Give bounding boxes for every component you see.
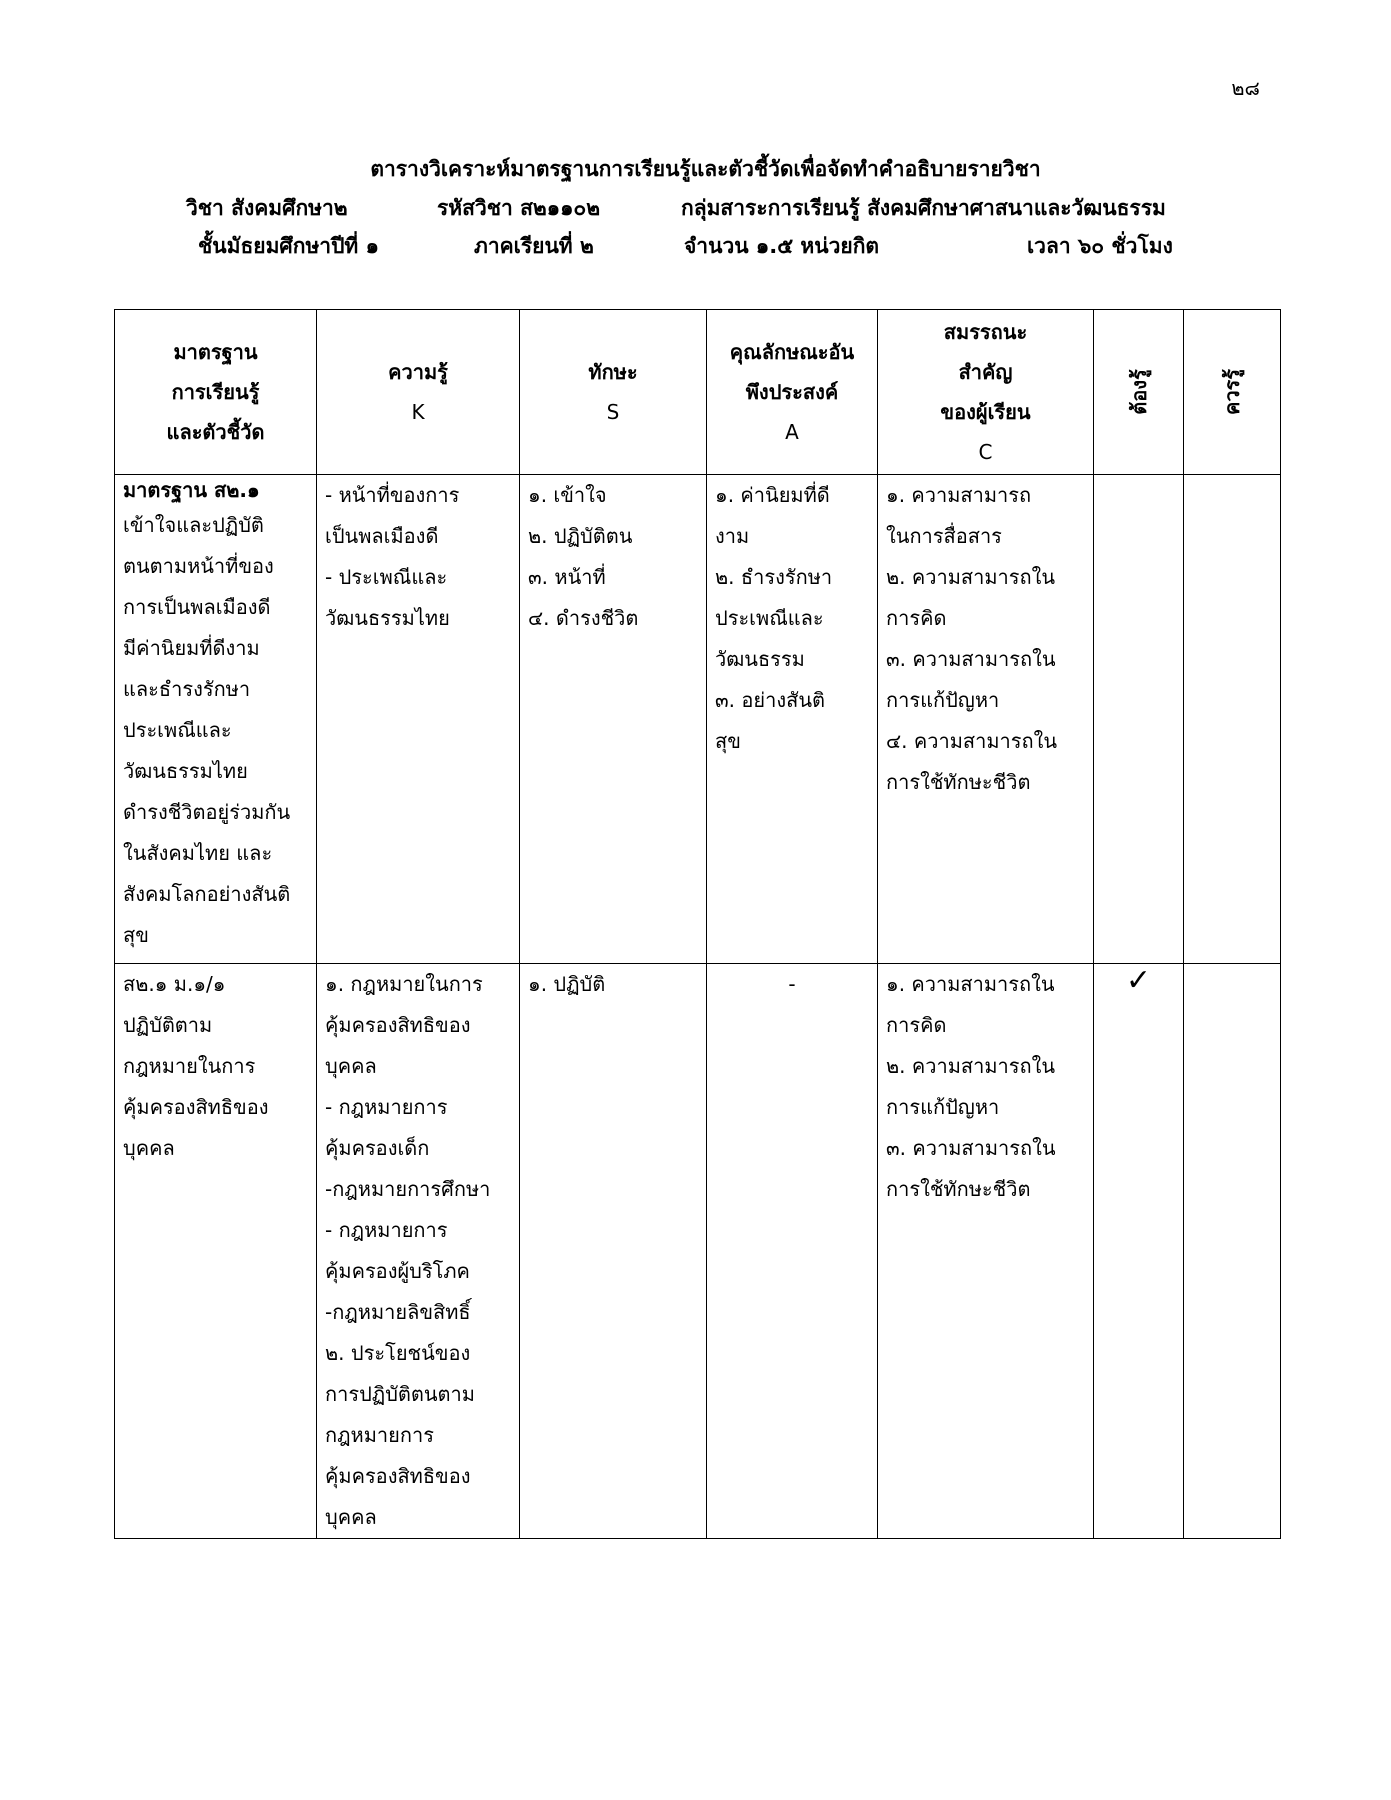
cell-line: ในการสื่อสาร [886,524,1002,548]
cell-line: -กฎหมายลิขสิทธิ์ [325,1300,471,1324]
document-title: ตารางวิเคราะห์มาตรฐานการเรียนรู้และตัวชี้วัดเพื่อจัดทำคำอธิบายรายวิชา [370,157,1041,181]
cell-line: บุคคล [325,1505,377,1529]
cell-line: - ประเพณีและ [325,565,448,589]
standards-analysis-table [114,309,1281,1539]
skill-cell [520,964,707,1539]
cell-line: เข้าใจและปฏิบัติ [123,513,264,537]
cell-line: ๔. ดำรงชีวิต [528,606,639,630]
cell-line: วัฒนธรรมไทย [123,759,248,783]
cell-line: วัฒนธรรม [715,647,805,671]
standard-title: มาตรฐาน ส๒.๑ [123,478,260,502]
cell-line: ๒. ธำรงรักษา [715,565,833,589]
table-row [115,964,1281,1539]
cell-line: ๑. กฎหมายในการ [325,972,483,996]
cell-line: การใช้ทักษะชีวิต [886,770,1031,794]
competency-cell [878,475,1094,964]
table-header-row [115,310,1281,475]
cell-line: คุ้มครองผู้บริโภค [325,1259,470,1283]
cell-line: ๒. ความสามารถใน [886,1054,1056,1078]
cell-line: ๓. หน้าที่ [528,565,606,589]
must-know-cell [1094,475,1184,964]
must-know-cell [1094,964,1184,1539]
attribute-cell [707,475,878,964]
cell-line: ๓. ความสามารถใน [886,647,1056,671]
subject-code: รหัสวิชา ส๒๑๑๐๒ [437,196,601,220]
cell-line: ในสังคมไทย และ [123,841,273,865]
cell-line: ประเพณีและ [715,606,824,630]
table-row [115,475,1281,964]
cell-line: การแก้ปัญหา [886,1095,1000,1119]
semester: ภาคเรียนที่ ๒ [474,234,594,258]
skill-text [528,475,698,639]
header-attribute: คุณลักษณะอัน พึงประสงค์ A [707,310,878,475]
cell-line: กฎหมายการ [325,1423,434,1447]
cell-line: ๑. เข้าใจ [528,483,607,507]
competency-text [886,475,1085,803]
page-number: ๒๘ [1231,76,1260,100]
hours: เวลา ๖๐ ชั่วโมง [1027,234,1173,258]
cell-line: ๓. อย่างสันติ [715,688,825,712]
knowledge-cell [317,964,520,1539]
cell-line: ๑. ความสามารถ [886,483,1032,507]
cell-line: สุข [715,729,741,753]
header-competency: สมรรถนะ สำคัญ ของผู้เรียน C [878,310,1094,475]
cell-line: ๒. ความสามารถใน [886,565,1056,589]
cell-line: คุ้มครองสิทธิของ [123,1095,269,1119]
cell-line: และธำรงรักษา [123,677,251,701]
cell-line: งาม [715,524,750,548]
cell-line: ๓. ความสามารถใน [886,1136,1056,1160]
document-header [0,150,1391,264]
header-standard: มาตรฐาน การเรียนรู้ และตัวชี้วัด [115,310,317,475]
checkmark-icon: ✓ [1125,963,1152,998]
cell-line: สุข [123,923,149,947]
cell-line: บุคคล [123,1136,175,1160]
cell-line: บุคคล [325,1054,377,1078]
cell-line: มีค่านิยมที่ดีงาม [123,636,260,660]
grade-level: ชั้นมัธยมศึกษาปีที่ ๑ [198,234,379,258]
cell-line: เป็นพลเมืองดี [325,524,439,548]
subject-info-line [0,188,1391,226]
cell-line: การใช้ทักษะชีวิต [886,1177,1031,1201]
cell-line: -กฎหมายการศึกษา [325,1177,491,1201]
should-know-cell [1184,475,1281,964]
cell-line: คุ้มครองเด็ก [325,1136,430,1160]
cell-line: ตนตามหน้าที่ของ [123,554,274,578]
attribute-cell [707,964,878,1539]
cell-line: ดำรงชีวิตอยู่ร่วมกัน [123,800,291,824]
cell-line: การคิด [886,606,947,630]
knowledge-cell [317,475,520,964]
header-skill: ทักษะ S [520,310,707,475]
cell-line: กฎหมายในการ [123,1054,256,1078]
cell-line: สังคมโลกอย่างสันติ [123,882,291,906]
knowledge-text [325,475,511,639]
cell-line: ๒. ปฏิบัติตน [528,524,633,548]
standard-cell [115,964,317,1539]
subject-name: วิชา สังคมศึกษา๒ [186,196,348,220]
cell-line: ๔. ความสามารถใน [886,729,1058,753]
cell-line: คุ้มครองสิทธิของ [325,1013,471,1037]
cell-line: การคิด [886,1013,947,1037]
cell-line: ๑. ค่านิยมที่ดี [715,483,830,507]
cell-line: - กฎหมายการ [325,1218,448,1242]
skill-text [528,964,698,1005]
credits: จำนวน ๑.๕ หน่วยกิต [684,234,880,258]
standard-text [123,964,308,1169]
attribute-text [715,475,869,762]
course-info-line [0,226,1391,264]
cell-line: การปฏิบัติตนตาม [325,1382,475,1406]
competency-text [886,964,1085,1210]
cell-line: ส๒.๑ ม.๑/๑ [123,972,226,996]
header-knowledge: ความรู้ K [317,310,520,475]
knowledge-text [325,964,511,1538]
cell-line: ๒. ประโยชน์ของ [325,1341,471,1365]
skill-cell [520,475,707,964]
competency-cell [878,964,1094,1539]
cell-line: ปฏิบัติตาม [123,1013,213,1037]
cell-line: ประเพณีและ [123,718,232,742]
header-must-know: ต้องรู้ [1094,310,1184,475]
cell-line: การเป็นพลเมืองดี [123,595,271,619]
cell-line: การแก้ปัญหา [886,688,1000,712]
standard-cell [115,475,317,964]
cell-line: ๑. ปฏิบัติ [528,972,606,996]
should-know-cell [1184,964,1281,1539]
learning-area: กลุ่มสาระการเรียนรู้ สังคมศึกษาศาสนาและวัฒนธรรม [681,196,1166,220]
attribute-text: - [788,972,796,996]
cell-line: วัฒนธรรมไทย [325,606,450,630]
cell-line: คุ้มครองสิทธิของ [325,1464,471,1488]
standard-text [123,505,308,956]
header-should-know: ควรรู้ [1184,310,1281,475]
cell-line: - หน้าที่ของการ [325,483,460,507]
cell-line: ๑. ความสามารถใน [886,972,1055,996]
cell-line: - กฎหมายการ [325,1095,448,1119]
